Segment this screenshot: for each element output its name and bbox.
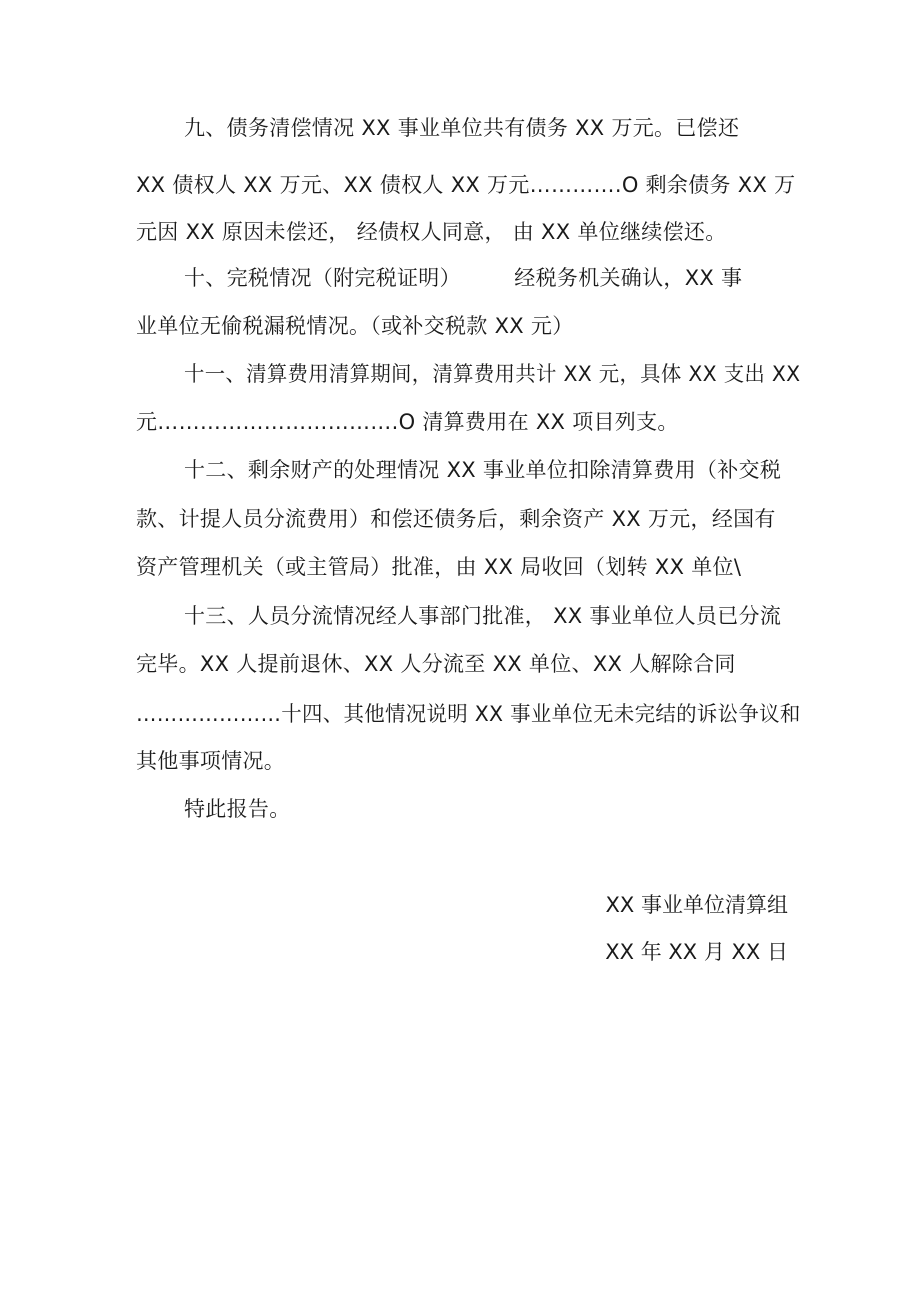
para-9-line-1: 九、债务清偿情况 XX 事业单位共有债务 XX 万元。已偿还 xyxy=(184,116,740,140)
para-10-line-1: 十、完税情况（附完税证明） 经税务机关确认，XX 事 xyxy=(184,266,743,290)
para-9-line-2: XX 债权人 XX 万元、XX 债权人 XX 万元………….O 剩余债务 XX 万 xyxy=(136,173,796,197)
para-9-line-3: 元因 XX 原因未偿还， 经债权人同意， 由 XX 单位继续偿还。 xyxy=(136,220,727,244)
para-11-line-2: 元…………………………….O 清算费用在 XX 项目列支。 xyxy=(136,410,679,434)
para-12-line-1: 十二、剩余财产的处理情况 XX 事业单位扣除清算费用（补交税 xyxy=(184,458,782,482)
para-13-line-2: 完毕。XX 人提前退休、XX 人分流至 XX 单位、XX 人解除合同 xyxy=(136,652,736,676)
para-11-line-1: 十一、清算费用清算期间，清算费用共计 XX 元，具体 XX 支出 XX xyxy=(184,362,801,386)
signature-org: XX 事业单位清算组 xyxy=(605,893,788,917)
para-12-line-3: 资产管理机关（或主管局）批准，由 XX 局收回（划转 XX 单位\ xyxy=(136,555,742,579)
para-14-line-2: 其他事项情况。 xyxy=(136,749,286,773)
para-10-line-2: 业单位无偷税漏税情况。（或补交税款 XX 元） xyxy=(136,314,574,338)
para-12-line-2: 款、计提人员分流费用）和偿还债务后，剩余资产 XX 万元，经国有 xyxy=(136,507,776,531)
para-14-line-1: …………………十四、其他情况说明 XX 事业单位无未完结的诉讼争议和 xyxy=(136,702,801,726)
signature-date: XX 年 XX 月 XX 日 xyxy=(605,940,788,964)
closing-remark: 特此报告。 xyxy=(184,797,291,821)
para-13-line-1: 十三、人员分流情况经人事部门批准， XX 事业单位人员已分流 xyxy=(184,604,782,628)
